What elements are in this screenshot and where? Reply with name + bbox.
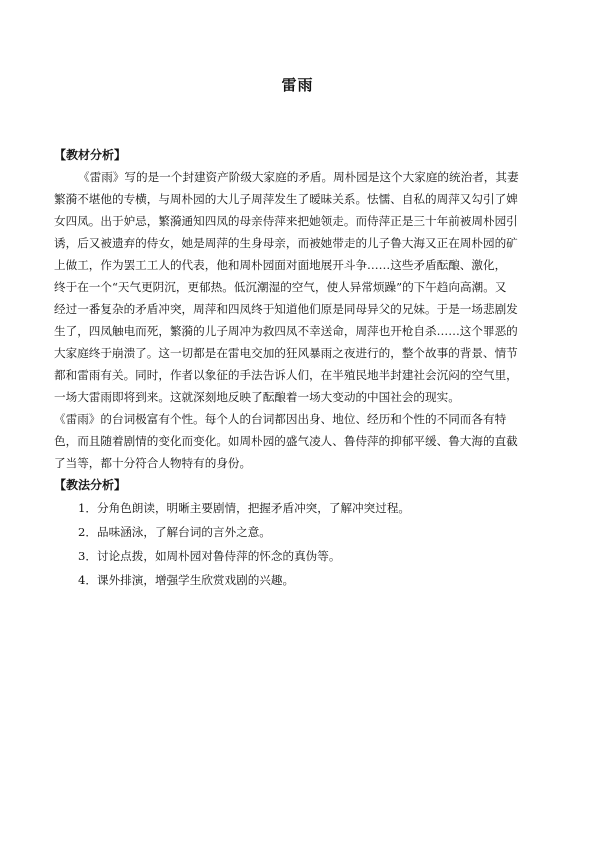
document-title: 雷雨	[281, 76, 314, 94]
text-line: 一场大雷雨即将到来。这就深刻地反映了酝酿着一场大变动的中国社会的现实。	[54, 390, 460, 404]
list-item: 3．讨论点拨，如周朴园对鲁侍萍的怀念的真伪等。	[78, 549, 341, 563]
text-line: 上做工，作为罢工工人的代表，他和周朴园面对面地展开斗争……这些矛盾酝酿、激化，	[54, 258, 507, 272]
text-line: 经过一番复杂的矛盾冲突，周萍和四凤终于知道他们原是同母异父的兄妹。于是一场悲剧发	[54, 302, 518, 316]
text-line: 都和雷雨有关。同时，作者以象征的手法告诉人们，在半殖民地半封建社会沉闷的空气里，	[54, 368, 518, 382]
text-line: 女四凤。出于妒忌，繁漪通知四凤的母亲侍萍来把她领走。而侍萍正是三十年前被周朴园引	[54, 214, 518, 228]
section-heading-textbook-analysis: 【教材分析】	[54, 148, 127, 162]
text-line: 繁漪不堪他的专横，与周朴园的大儿子周萍发生了暧昧关系。怯懦、自私的周萍又勾引了婢	[54, 192, 518, 206]
text-line: 《雷雨》的台词极富有个性。每个人的台词都因出身、地位、经历和个性的不同而各有特	[54, 412, 507, 426]
document-body	[54, 144, 550, 592]
list-item: 4．课外排演，增强学生欣赏戏剧的兴趣。	[78, 573, 295, 587]
teaching-method-list	[54, 496, 550, 592]
text-line: 大家庭终于崩溃了。这一切都是在雷电交加的狂风暴雨之夜进行的，整个故事的背景、情节	[54, 346, 518, 360]
section-heading-teaching-method: 【教法分析】	[54, 478, 127, 492]
list-item: 2．品味涵泳，了解台词的言外之意。	[78, 525, 271, 539]
text-line: 色，而且随着剧情的变化而变化。如周朴园的盛气凌人、鲁侍萍的抑郁平缓、鲁大海的直截	[54, 434, 518, 448]
list-item: 1．分角色朗读，明晰主要剧情，把握矛盾冲突，了解冲突过程。	[78, 501, 411, 515]
text-line: 了当等，都十分符合人物特有的身份。	[54, 456, 252, 470]
text-line: 诱，后又被遗弃的侍女，她是周萍的生身母亲，而被她带走的儿子鲁大海又正在周朴园的矿	[54, 236, 518, 250]
textbook-analysis-paragraph-2	[54, 408, 550, 474]
text-line: 《雷雨》写的是一个封建资产阶级大家庭的矛盾。周朴园是这个大家庭的统治者，其妻	[78, 170, 519, 184]
text-line: 生了，四凤触电而死，繁漪的儿子周冲为救四凤不幸送命，周萍也开枪自杀……这个罪恶的	[54, 324, 518, 338]
text-line: 终于在一个“天气更阴沉，更郁热。低沉潮湿的空气，使人异常烦躁”的下午趋向高潮。又	[54, 280, 507, 294]
textbook-analysis-paragraph-1	[54, 166, 550, 408]
